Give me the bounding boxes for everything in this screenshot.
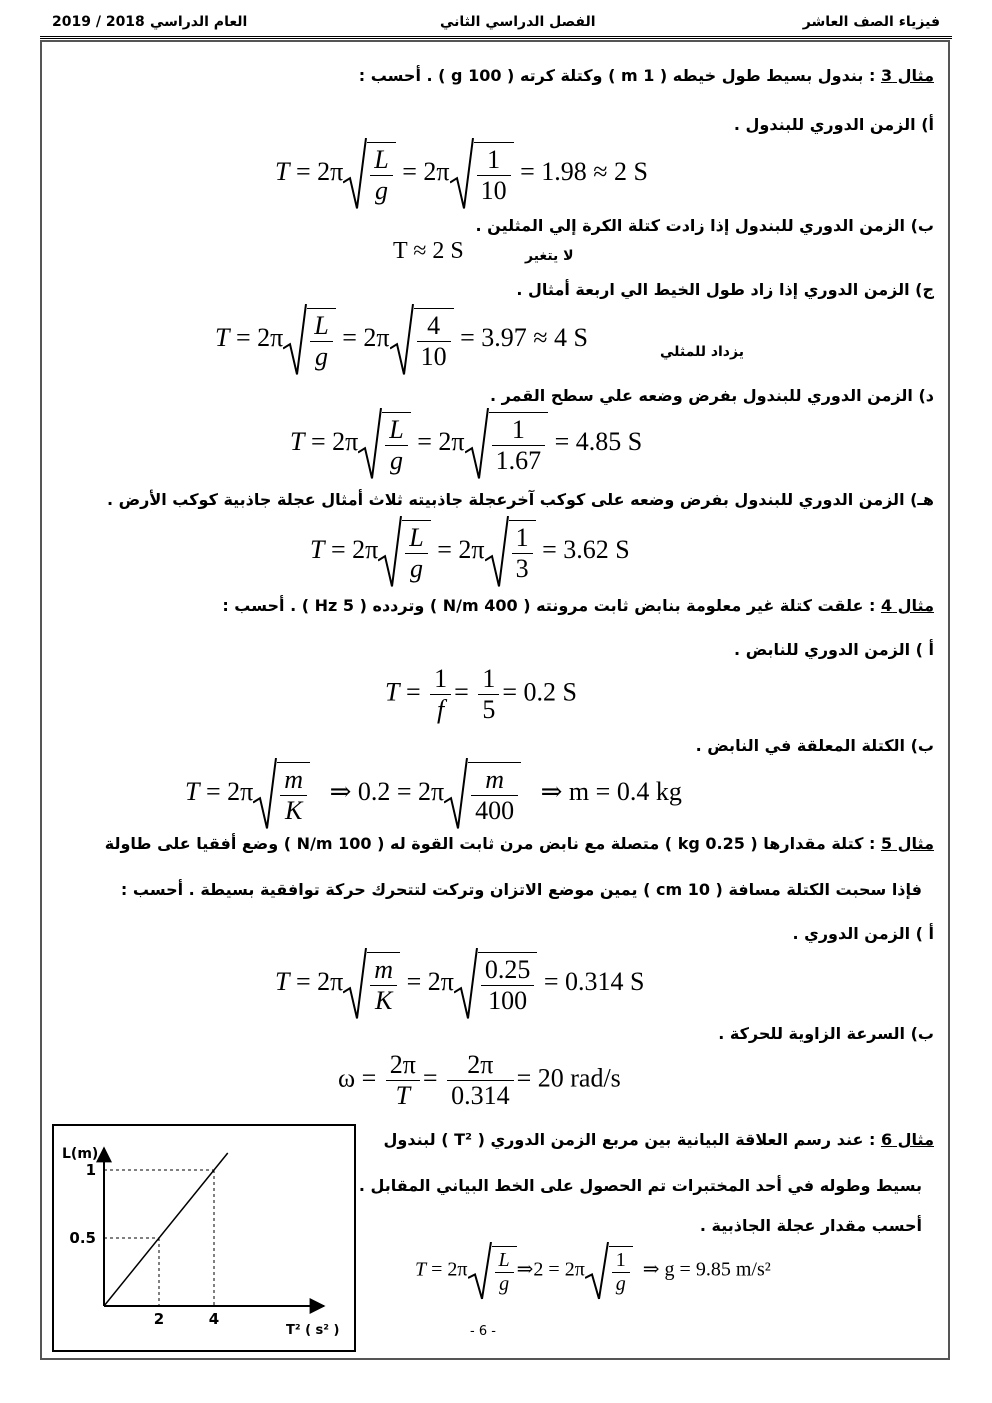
ex3-eq-c: T = 2π $\frac{L}{g}$ = 2π $\frac{4}{10}$ = 3.97 ≈ 4 S: [215, 308, 588, 372]
header-year-label: العام الدراسي: [150, 14, 248, 30]
header-rule: [40, 36, 952, 39]
y-axis-label: L(m): [62, 1146, 99, 1162]
ex6-text-line2: بسيط وطوله في أحد المختبرات تم الحصول على الخط البياني المقابل .: [358, 1176, 922, 1195]
ex3-eq-d: T = 2π $\frac{L}{g}$ = 2π $\frac{1}{1.67}$ = 4.85 S: [290, 412, 642, 476]
page-number: - 6 -: [470, 1324, 496, 1339]
ex3-eq-e: T = 2π $\frac{L}{g}$ = 2π $\frac{1}{3}$ = 3.62 S: [310, 520, 630, 584]
ex5-text: : كتلة مقدارها ( 0.25 kg ) متصلة مع نابض مرن ثابت القوة له ( 100 N/m ) وضع أفقيا على طاولة: [104, 834, 876, 853]
ex5-part-b: ب) السرعة الزاوية للحركة .: [718, 1024, 934, 1043]
ex4-eq-b: T = 2π $\frac{m}{K}$ ⇒ 0.2 = 2π $\frac{m}{400}$ ⇒ m = 0.4 kg: [185, 762, 682, 826]
ex3-eq-b: T ≈ 2 S: [393, 238, 464, 264]
ex5-part-a: أ ) الزمن الدوري .: [792, 924, 934, 943]
ex3-statement: [359, 66, 934, 85]
chart-svg: [54, 1126, 354, 1350]
y-tick-label: 0.5: [69, 1229, 96, 1247]
ex3-b-note: لا يتغير: [525, 248, 574, 264]
ex6-statement: [384, 1130, 934, 1149]
header-semester: الفصل الدراسي الثاني: [440, 14, 596, 30]
y-tick-label: 1: [85, 1161, 96, 1179]
ex4-part-b: ب) الكتلة المعلقة في النابض .: [695, 736, 934, 755]
ex3-part-c: ج) الزمن الدوري إذا زاد طول الخيط الي اربعة أمثال .: [516, 280, 934, 299]
x-axis-label: T² ( s² ): [286, 1323, 340, 1338]
ex3-c-note: يزداد للمثلي: [660, 344, 744, 360]
ex6-text-line3: أحسب مقدار عجلة الجاذبية .: [699, 1216, 922, 1235]
ex3-part-d: د) الزمن الدوري للبندول بفرض وضعه علي سطح القمر .: [489, 386, 934, 405]
x-tick-label: 2: [153, 1310, 165, 1328]
ex3-text: : بندول بسيط طول خيطه ( 1 m ) وكتلة كرته ( 100 g ) . أحسب :: [358, 66, 876, 85]
graph-box: [52, 1124, 356, 1352]
ex6-label: مثال 6: [880, 1130, 934, 1149]
ex6-eq: T = 2π $\frac{L}{g}$ ⇒2 = 2π $\frac{1}{g}$ ⇒ g = 9.85 m/s²: [415, 1246, 771, 1296]
ex5-eq-b: ω = $\frac{2\pi}{T}$ = $\frac{2\pi}{0.314}$ = 20 rad/s: [338, 1050, 621, 1110]
ex3-label: مثال 3: [880, 66, 934, 85]
x-tick-label: 4: [208, 1310, 220, 1328]
ex5-eq-a: T = 2π $\frac{m}{K}$ = 2π $\frac{0.25}{100}$ = 0.314 S: [275, 952, 645, 1016]
ex4-statement: [222, 596, 934, 615]
ex4-part-a: أ ) الزمن الدوري للنابض .: [734, 640, 934, 659]
ex5-label: مثال 5: [880, 834, 934, 853]
ex5-statement: [105, 834, 934, 853]
ex4-text: : علقت كتلة غير معلومة بنابض ثابت مرونته ( 400 N/m ) وتردده ( 5 Hz ) . أحسب :: [222, 596, 876, 615]
header-subject: فيزياء الصف العاشر: [802, 14, 940, 30]
ex4-eq-a: T = $\frac{1}{f}$ = $\frac{1}{5}$ = 0.2 S: [385, 664, 577, 724]
ex3-part-a: أ) الزمن الدوري للبندول .: [733, 115, 934, 134]
header-year: 2019 / 2018: [52, 14, 145, 30]
ex3-eq-a: T = 2π $\frac{L}{g}$ = 2π $\frac{1}{10}$ = 1.98 ≈ 2 S: [275, 142, 648, 206]
data-line: [104, 1153, 228, 1306]
ex4-label: مثال 4: [880, 596, 934, 615]
ex3-part-b: ب) الزمن الدوري للبندول إذا زادت كتلة الكرة إلي المثلين .: [475, 216, 934, 235]
ex6-text: : عند رسم العلاقة البيانية بين مربع الزمن الدوري ( T² ) لبندول: [383, 1130, 876, 1149]
ex3-part-e: هـ) الزمن الدوري للبندول بفرض وضعه على كوكب آخرعجلة جاذبيته ثلاث أمثال عجلة جاذبية كوكب الأرض .: [106, 490, 934, 509]
ex5-text-line2: فإذا سحبت الكتلة مسافة ( 10 cm ) يمين موضع الاتزان وتركت لتتحرك حركة توافقية بسيطة . أحسب :: [120, 880, 922, 899]
